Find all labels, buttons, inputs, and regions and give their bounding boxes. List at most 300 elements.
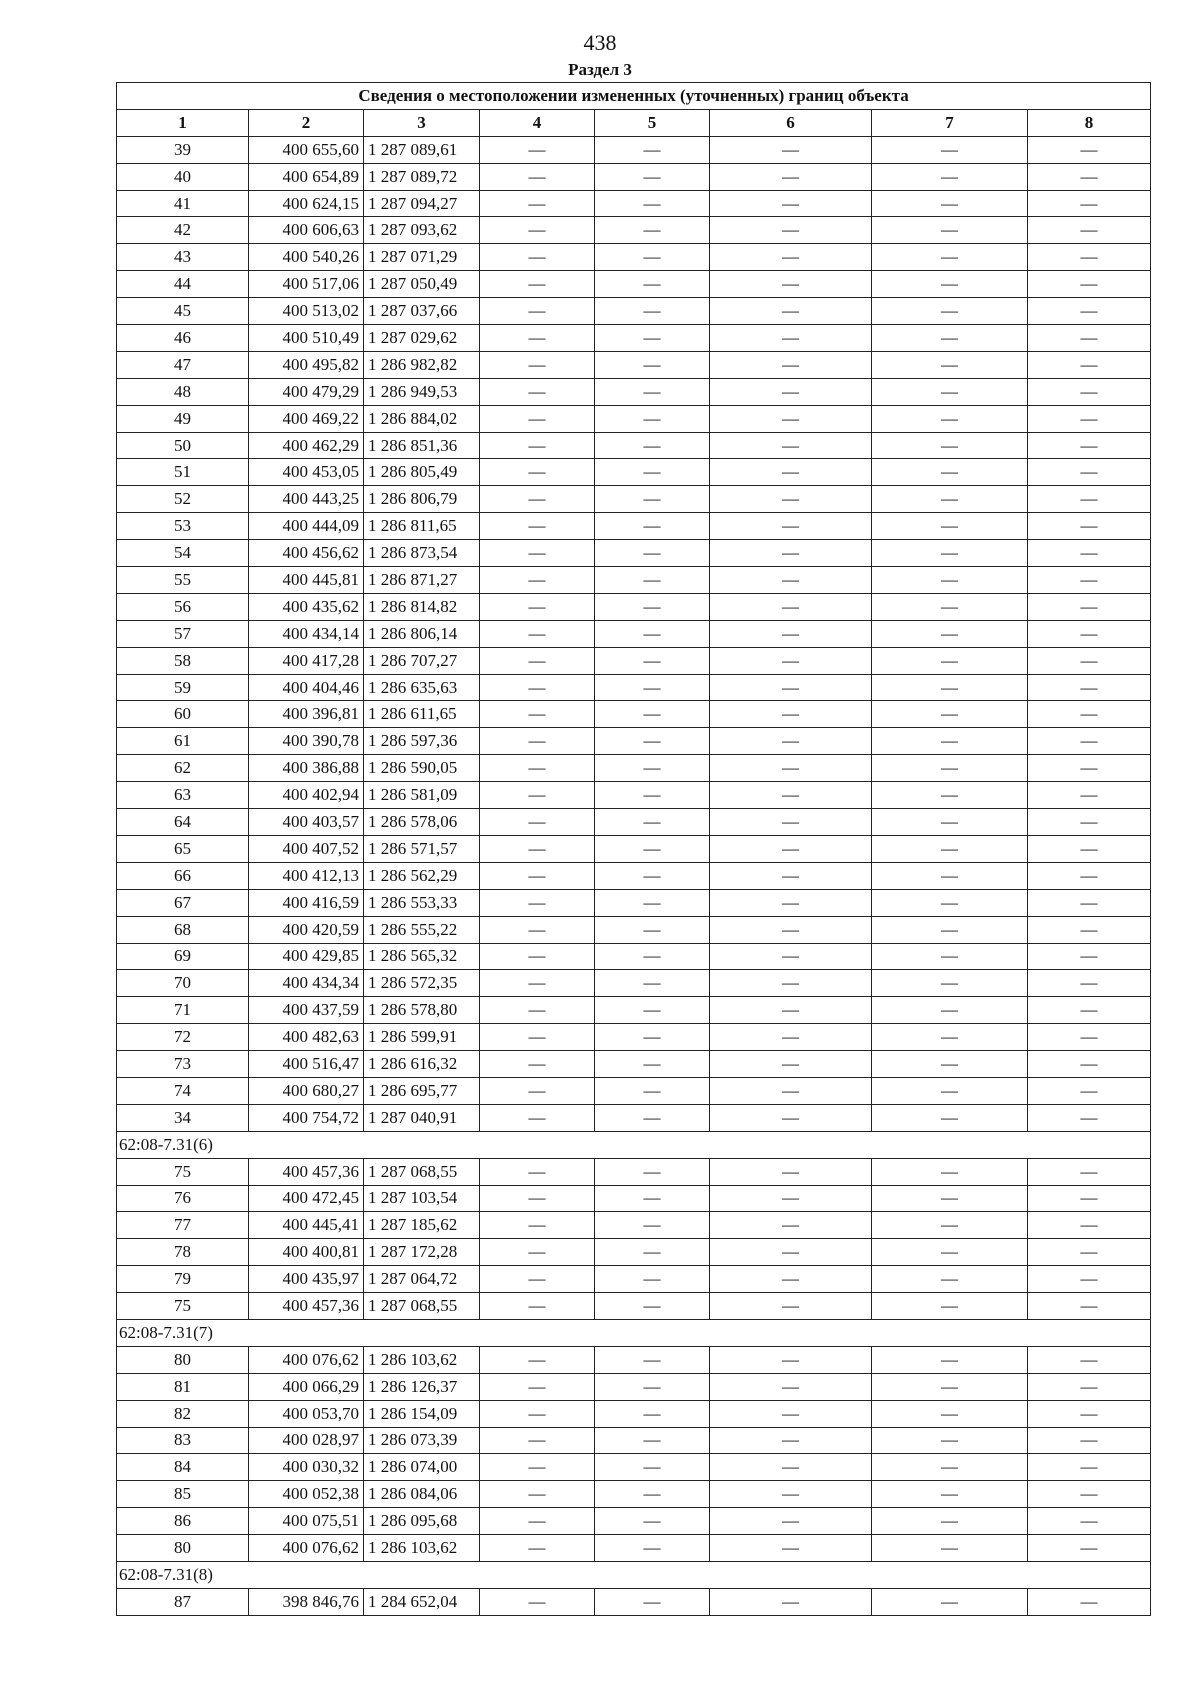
- empty-cell-dash: —: [480, 567, 595, 594]
- coordinate-y: 1 286 873,54: [364, 540, 480, 567]
- empty-cell-dash: —: [595, 782, 710, 809]
- empty-cell-dash: —: [595, 217, 710, 244]
- coordinate-y: 1 286 806,14: [364, 620, 480, 647]
- coordinate-x: 400 444,09: [249, 513, 364, 540]
- table-row: [117, 889, 1151, 916]
- empty-cell-dash: —: [595, 1239, 710, 1266]
- coordinate-y: 1 287 037,66: [364, 298, 480, 325]
- coordinate-y: 1 287 050,49: [364, 271, 480, 298]
- coordinate-y: 1 284 652,04: [364, 1588, 480, 1615]
- empty-cell-dash: —: [480, 244, 595, 271]
- empty-cell-dash: —: [1028, 593, 1151, 620]
- empty-cell-dash: —: [480, 701, 595, 728]
- empty-cell-dash: —: [1028, 1346, 1151, 1373]
- coordinate-y: 1 287 029,62: [364, 325, 480, 352]
- empty-cell-dash: —: [872, 567, 1028, 594]
- coordinate-y: 1 286 154,09: [364, 1400, 480, 1427]
- table-row: [117, 593, 1151, 620]
- point-number: 44: [117, 271, 249, 298]
- empty-cell-dash: —: [1028, 567, 1151, 594]
- empty-cell-dash: —: [872, 1266, 1028, 1293]
- coordinate-x: 400 420,59: [249, 916, 364, 943]
- empty-cell-dash: —: [480, 1158, 595, 1185]
- coordinate-x: 400 076,62: [249, 1346, 364, 1373]
- point-number: 34: [117, 1104, 249, 1131]
- coordinate-y: 1 287 094,27: [364, 190, 480, 217]
- table-row: [117, 1481, 1151, 1508]
- empty-cell-dash: —: [1028, 1373, 1151, 1400]
- coordinate-y: 1 286 581,09: [364, 782, 480, 809]
- empty-cell-dash: —: [595, 1535, 710, 1562]
- coordinate-y: 1 287 103,54: [364, 1185, 480, 1212]
- empty-cell-dash: —: [480, 1535, 595, 1562]
- empty-cell-dash: —: [710, 244, 872, 271]
- coordinate-y: 1 286 126,37: [364, 1373, 480, 1400]
- empty-cell-dash: —: [1028, 1104, 1151, 1131]
- empty-cell-dash: —: [480, 459, 595, 486]
- empty-cell-dash: —: [872, 1427, 1028, 1454]
- table-row: [117, 755, 1151, 782]
- empty-cell-dash: —: [1028, 1077, 1151, 1104]
- column-number: 3: [364, 109, 480, 136]
- coordinate-y: 1 286 597,36: [364, 728, 480, 755]
- empty-cell-dash: —: [480, 136, 595, 163]
- point-number: 82: [117, 1400, 249, 1427]
- empty-cell-dash: —: [710, 298, 872, 325]
- empty-cell-dash: —: [480, 1239, 595, 1266]
- point-number: 85: [117, 1481, 249, 1508]
- table-row: [117, 1588, 1151, 1615]
- empty-cell-dash: —: [480, 970, 595, 997]
- empty-cell-dash: —: [1028, 620, 1151, 647]
- empty-cell-dash: —: [1028, 244, 1151, 271]
- empty-cell-dash: —: [710, 943, 872, 970]
- empty-cell-dash: —: [1028, 271, 1151, 298]
- empty-cell-dash: —: [1028, 513, 1151, 540]
- empty-cell-dash: —: [1028, 351, 1151, 378]
- coordinate-x: 400 462,29: [249, 432, 364, 459]
- empty-cell-dash: —: [480, 1024, 595, 1051]
- empty-cell-dash: —: [480, 1454, 595, 1481]
- empty-cell-dash: —: [710, 136, 872, 163]
- empty-cell-dash: —: [872, 620, 1028, 647]
- empty-cell-dash: —: [595, 136, 710, 163]
- empty-cell-dash: —: [710, 1373, 872, 1400]
- empty-cell-dash: —: [480, 1266, 595, 1293]
- table-row: [117, 1535, 1151, 1562]
- empty-cell-dash: —: [1028, 674, 1151, 701]
- empty-cell-dash: —: [1028, 1051, 1151, 1078]
- empty-cell-dash: —: [710, 593, 872, 620]
- empty-cell-dash: —: [872, 647, 1028, 674]
- empty-cell-dash: —: [1028, 136, 1151, 163]
- empty-cell-dash: —: [480, 540, 595, 567]
- table-row: [117, 782, 1151, 809]
- group-label: 62:08-7.31(8): [117, 1561, 1151, 1588]
- empty-cell-dash: —: [872, 432, 1028, 459]
- empty-cell-dash: —: [710, 325, 872, 352]
- point-number: 74: [117, 1077, 249, 1104]
- column-number: 1: [117, 109, 249, 136]
- empty-cell-dash: —: [595, 1454, 710, 1481]
- coordinate-x: 400 513,02: [249, 298, 364, 325]
- table-row: [117, 136, 1151, 163]
- empty-cell-dash: —: [1028, 755, 1151, 782]
- point-number: 72: [117, 1024, 249, 1051]
- empty-cell-dash: —: [1028, 405, 1151, 432]
- empty-cell-dash: —: [872, 889, 1028, 916]
- empty-cell-dash: —: [480, 916, 595, 943]
- coordinate-x: 400 482,63: [249, 1024, 364, 1051]
- coordinate-x: 400 457,36: [249, 1158, 364, 1185]
- point-number: 63: [117, 782, 249, 809]
- empty-cell-dash: —: [1028, 943, 1151, 970]
- empty-cell-dash: —: [1028, 1454, 1151, 1481]
- empty-cell-dash: —: [710, 835, 872, 862]
- table-row: [117, 1212, 1151, 1239]
- empty-cell-dash: —: [480, 432, 595, 459]
- column-number: 8: [1028, 109, 1151, 136]
- empty-cell-dash: —: [480, 271, 595, 298]
- point-number: 41: [117, 190, 249, 217]
- empty-cell-dash: —: [710, 1239, 872, 1266]
- coordinate-x: 400 437,59: [249, 997, 364, 1024]
- empty-cell-dash: —: [872, 1373, 1028, 1400]
- empty-cell-dash: —: [1028, 1400, 1151, 1427]
- empty-cell-dash: —: [710, 620, 872, 647]
- empty-cell-dash: —: [872, 244, 1028, 271]
- table-row: [117, 916, 1151, 943]
- table-row: [117, 1158, 1151, 1185]
- empty-cell-dash: —: [595, 889, 710, 916]
- coordinate-x: 400 655,60: [249, 136, 364, 163]
- empty-cell-dash: —: [480, 647, 595, 674]
- empty-cell-dash: —: [872, 1051, 1028, 1078]
- point-number: 49: [117, 405, 249, 432]
- empty-cell-dash: —: [1028, 809, 1151, 836]
- empty-cell-dash: —: [480, 620, 595, 647]
- empty-cell-dash: —: [710, 1051, 872, 1078]
- empty-cell-dash: —: [595, 755, 710, 782]
- table-row: [117, 1508, 1151, 1535]
- empty-cell-dash: —: [710, 1454, 872, 1481]
- coordinate-x: 400 445,41: [249, 1212, 364, 1239]
- column-numbers-row: [117, 109, 1151, 136]
- coordinate-x: 400 606,63: [249, 217, 364, 244]
- empty-cell-dash: —: [1028, 835, 1151, 862]
- point-number: 86: [117, 1508, 249, 1535]
- table-row: [117, 970, 1151, 997]
- coordinate-x: 400 417,28: [249, 647, 364, 674]
- empty-cell-dash: —: [1028, 1024, 1151, 1051]
- coordinate-y: 1 286 572,35: [364, 970, 480, 997]
- coordinate-y: 1 286 555,22: [364, 916, 480, 943]
- point-number: 51: [117, 459, 249, 486]
- table-row: [117, 1024, 1151, 1051]
- empty-cell-dash: —: [710, 1293, 872, 1320]
- empty-cell-dash: —: [1028, 1481, 1151, 1508]
- point-number: 77: [117, 1212, 249, 1239]
- empty-cell-dash: —: [710, 889, 872, 916]
- empty-cell-dash: —: [872, 378, 1028, 405]
- empty-cell-dash: —: [710, 1212, 872, 1239]
- empty-cell-dash: —: [595, 701, 710, 728]
- coordinate-y: 1 286 814,82: [364, 593, 480, 620]
- coordinate-x: 400 445,81: [249, 567, 364, 594]
- empty-cell-dash: —: [710, 1104, 872, 1131]
- coordinate-y: 1 286 074,00: [364, 1454, 480, 1481]
- empty-cell-dash: —: [710, 540, 872, 567]
- table-row: [117, 862, 1151, 889]
- empty-cell-dash: —: [872, 1024, 1028, 1051]
- coordinate-x: 400 434,34: [249, 970, 364, 997]
- point-number: 75: [117, 1293, 249, 1320]
- coordinate-y: 1 286 103,62: [364, 1535, 480, 1562]
- table-caption: Сведения о местоположении измененных (уточненных) границ объекта: [117, 83, 1151, 110]
- empty-cell-dash: —: [872, 1535, 1028, 1562]
- coordinate-x: 400 429,85: [249, 943, 364, 970]
- table-row: [117, 943, 1151, 970]
- empty-cell-dash: —: [872, 916, 1028, 943]
- empty-cell-dash: —: [595, 432, 710, 459]
- empty-cell-dash: —: [595, 271, 710, 298]
- coordinate-y: 1 286 616,32: [364, 1051, 480, 1078]
- coordinate-x: 400 400,81: [249, 1239, 364, 1266]
- table-row: [117, 540, 1151, 567]
- empty-cell-dash: —: [595, 513, 710, 540]
- empty-cell-dash: —: [710, 862, 872, 889]
- empty-cell-dash: —: [872, 782, 1028, 809]
- empty-cell-dash: —: [710, 755, 872, 782]
- empty-cell-dash: —: [710, 1185, 872, 1212]
- point-number: 71: [117, 997, 249, 1024]
- empty-cell-dash: —: [1028, 540, 1151, 567]
- empty-cell-dash: —: [710, 405, 872, 432]
- empty-cell-dash: —: [595, 486, 710, 513]
- table-row: [117, 1400, 1151, 1427]
- coordinate-y: 1 286 578,06: [364, 809, 480, 836]
- point-number: 59: [117, 674, 249, 701]
- empty-cell-dash: —: [595, 862, 710, 889]
- empty-cell-dash: —: [872, 163, 1028, 190]
- table-row: [117, 486, 1151, 513]
- empty-cell-dash: —: [872, 755, 1028, 782]
- empty-cell-dash: —: [595, 1427, 710, 1454]
- table-row: [117, 1077, 1151, 1104]
- table-row: [117, 1104, 1151, 1131]
- coordinate-y: 1 287 068,55: [364, 1293, 480, 1320]
- empty-cell-dash: —: [480, 1588, 595, 1615]
- empty-cell-dash: —: [595, 1481, 710, 1508]
- table-row: [117, 271, 1151, 298]
- empty-cell-dash: —: [595, 593, 710, 620]
- empty-cell-dash: —: [1028, 325, 1151, 352]
- coordinate-x: 400 386,88: [249, 755, 364, 782]
- empty-cell-dash: —: [1028, 1266, 1151, 1293]
- coordinate-x: 400 469,22: [249, 405, 364, 432]
- coordinate-y: 1 287 089,61: [364, 136, 480, 163]
- coordinate-x: 400 052,38: [249, 1481, 364, 1508]
- empty-cell-dash: —: [872, 1077, 1028, 1104]
- empty-cell-dash: —: [872, 997, 1028, 1024]
- coordinate-x: 400 472,45: [249, 1185, 364, 1212]
- empty-cell-dash: —: [872, 217, 1028, 244]
- table-row: [117, 432, 1151, 459]
- empty-cell-dash: —: [480, 1400, 595, 1427]
- coordinates-table: [116, 82, 1151, 1616]
- coordinate-x: 400 435,97: [249, 1266, 364, 1293]
- coordinate-y: 1 286 578,80: [364, 997, 480, 1024]
- empty-cell-dash: —: [595, 298, 710, 325]
- empty-cell-dash: —: [710, 1508, 872, 1535]
- group-label: 62:08-7.31(7): [117, 1319, 1151, 1346]
- table-row: [117, 997, 1151, 1024]
- empty-cell-dash: —: [710, 728, 872, 755]
- empty-cell-dash: —: [595, 244, 710, 271]
- empty-cell-dash: —: [1028, 862, 1151, 889]
- coordinate-y: 1 286 805,49: [364, 459, 480, 486]
- coordinate-y: 1 286 635,63: [364, 674, 480, 701]
- point-number: 76: [117, 1185, 249, 1212]
- empty-cell-dash: —: [480, 378, 595, 405]
- empty-cell-dash: —: [710, 432, 872, 459]
- point-number: 78: [117, 1239, 249, 1266]
- empty-cell-dash: —: [595, 835, 710, 862]
- empty-cell-dash: —: [872, 1104, 1028, 1131]
- coordinate-y: 1 286 599,91: [364, 1024, 480, 1051]
- coordinate-x: 400 407,52: [249, 835, 364, 862]
- point-number: 66: [117, 862, 249, 889]
- empty-cell-dash: —: [595, 1508, 710, 1535]
- table-row: [117, 459, 1151, 486]
- empty-cell-dash: —: [872, 136, 1028, 163]
- empty-cell-dash: —: [595, 1024, 710, 1051]
- table-row: [117, 405, 1151, 432]
- empty-cell-dash: —: [480, 1373, 595, 1400]
- empty-cell-dash: —: [872, 1588, 1028, 1615]
- empty-cell-dash: —: [710, 782, 872, 809]
- empty-cell-dash: —: [872, 862, 1028, 889]
- empty-cell-dash: —: [480, 997, 595, 1024]
- table-row: [117, 298, 1151, 325]
- coordinate-y: 1 286 095,68: [364, 1508, 480, 1535]
- empty-cell-dash: —: [872, 835, 1028, 862]
- empty-cell-dash: —: [872, 190, 1028, 217]
- coordinate-x: 400 402,94: [249, 782, 364, 809]
- table-row: [117, 647, 1151, 674]
- point-number: 73: [117, 1051, 249, 1078]
- coordinate-x: 400 030,32: [249, 1454, 364, 1481]
- table-row: [117, 1293, 1151, 1320]
- coordinate-x: 400 404,46: [249, 674, 364, 701]
- coordinate-x: 400 479,29: [249, 378, 364, 405]
- empty-cell-dash: —: [595, 325, 710, 352]
- empty-cell-dash: —: [710, 701, 872, 728]
- empty-cell-dash: —: [710, 1427, 872, 1454]
- empty-cell-dash: —: [595, 405, 710, 432]
- empty-cell-dash: —: [480, 1077, 595, 1104]
- empty-cell-dash: —: [710, 567, 872, 594]
- point-number: 65: [117, 835, 249, 862]
- empty-cell-dash: —: [595, 943, 710, 970]
- point-number: 61: [117, 728, 249, 755]
- coordinate-x: 400 066,29: [249, 1373, 364, 1400]
- empty-cell-dash: —: [595, 540, 710, 567]
- empty-cell-dash: —: [480, 298, 595, 325]
- point-number: 40: [117, 163, 249, 190]
- empty-cell-dash: —: [710, 970, 872, 997]
- empty-cell-dash: —: [872, 593, 1028, 620]
- empty-cell-dash: —: [1028, 1427, 1151, 1454]
- empty-cell-dash: —: [710, 190, 872, 217]
- empty-cell-dash: —: [710, 1024, 872, 1051]
- table-body: [117, 136, 1151, 1615]
- point-number: 69: [117, 943, 249, 970]
- empty-cell-dash: —: [1028, 970, 1151, 997]
- table-row: [117, 190, 1151, 217]
- group-row: [117, 1561, 1151, 1588]
- empty-cell-dash: —: [480, 889, 595, 916]
- empty-cell-dash: —: [1028, 378, 1151, 405]
- table-row: [117, 378, 1151, 405]
- coordinate-x: 400 654,89: [249, 163, 364, 190]
- coordinate-x: 400 680,27: [249, 1077, 364, 1104]
- coordinate-x: 400 403,57: [249, 809, 364, 836]
- group-row: [117, 1319, 1151, 1346]
- group-row: [117, 1131, 1151, 1158]
- empty-cell-dash: —: [1028, 1535, 1151, 1562]
- coordinate-x: 400 510,49: [249, 325, 364, 352]
- point-number: 84: [117, 1454, 249, 1481]
- empty-cell-dash: —: [1028, 432, 1151, 459]
- coordinate-y: 1 286 571,57: [364, 835, 480, 862]
- empty-cell-dash: —: [480, 1508, 595, 1535]
- empty-cell-dash: —: [872, 970, 1028, 997]
- coordinate-y: 1 287 064,72: [364, 1266, 480, 1293]
- point-number: 60: [117, 701, 249, 728]
- table-row: [117, 1051, 1151, 1078]
- empty-cell-dash: —: [595, 728, 710, 755]
- point-number: 46: [117, 325, 249, 352]
- empty-cell-dash: —: [710, 486, 872, 513]
- coordinate-x: 400 516,47: [249, 1051, 364, 1078]
- table-row: [117, 217, 1151, 244]
- column-number: 2: [249, 109, 364, 136]
- point-number: 50: [117, 432, 249, 459]
- coordinate-y: 1 287 071,29: [364, 244, 480, 271]
- empty-cell-dash: —: [1028, 217, 1151, 244]
- coordinate-y: 1 286 103,62: [364, 1346, 480, 1373]
- empty-cell-dash: —: [710, 378, 872, 405]
- empty-cell-dash: —: [1028, 1508, 1151, 1535]
- point-number: 56: [117, 593, 249, 620]
- coordinate-x: 400 028,97: [249, 1427, 364, 1454]
- coordinate-y: 1 286 851,36: [364, 432, 480, 459]
- empty-cell-dash: —: [872, 271, 1028, 298]
- empty-cell-dash: —: [872, 298, 1028, 325]
- coordinate-y: 1 287 172,28: [364, 1239, 480, 1266]
- table-row: [117, 325, 1151, 352]
- coordinate-x: 400 076,62: [249, 1535, 364, 1562]
- coordinate-x: 398 846,76: [249, 1588, 364, 1615]
- coordinate-y: 1 286 562,29: [364, 862, 480, 889]
- empty-cell-dash: —: [480, 809, 595, 836]
- empty-cell-dash: —: [480, 943, 595, 970]
- table-row: [117, 1239, 1151, 1266]
- coordinate-x: 400 453,05: [249, 459, 364, 486]
- empty-cell-dash: —: [710, 647, 872, 674]
- empty-cell-dash: —: [710, 163, 872, 190]
